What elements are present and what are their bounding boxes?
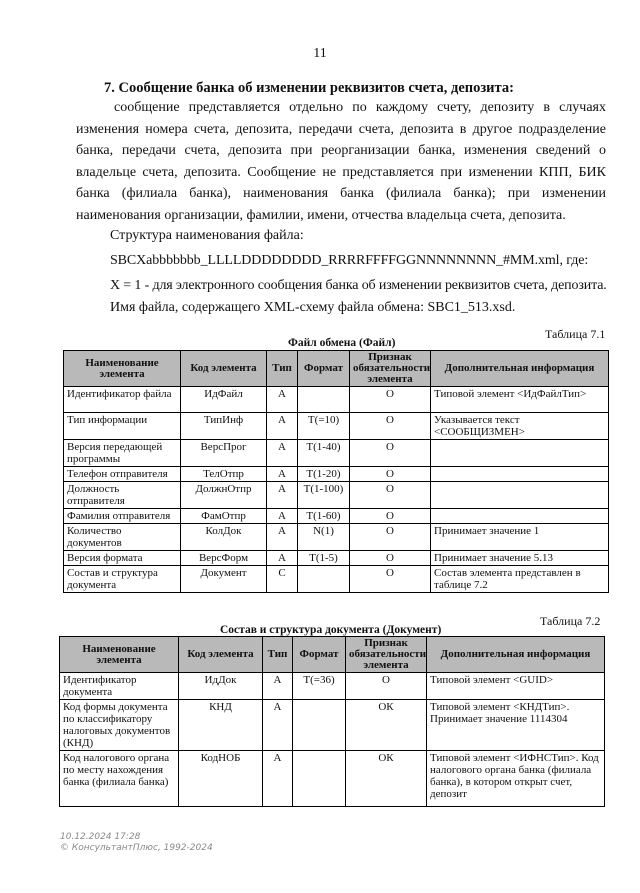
header-format: Формат — [293, 637, 346, 673]
cell-name: Количество документов — [64, 524, 181, 551]
cell-type: A — [267, 482, 298, 509]
cell-format — [298, 566, 350, 593]
cell-code: КолДок — [181, 524, 267, 551]
cell-name: Версия формата — [64, 551, 181, 566]
cell-format: T(1-60) — [298, 509, 350, 524]
cell-info — [431, 482, 609, 509]
cell-info: Типовой элемент <ИдФайлТип> — [431, 387, 609, 413]
cell-info: Указывается текст <СООБЩИЗМЕН> — [431, 413, 609, 440]
table1-number: Таблица 7.1 — [545, 327, 606, 341]
cell-mandatory: ОК — [346, 751, 427, 807]
table-row — [64, 440, 609, 467]
cell-type: A — [267, 440, 298, 467]
cell-info — [431, 440, 609, 467]
cell-code: ТелОтпр — [181, 467, 267, 482]
cell-format: T(=10) — [298, 413, 350, 440]
cell-info: Типовой элемент <GUID> — [427, 673, 605, 700]
file-name-pattern: SBCXabbbbbbb_LLLLDDDDDDDD_RRRRFFFFGGNNNNNNNN_#MM.xml, где: — [110, 253, 589, 268]
cell-format: T(1-100) — [298, 482, 350, 509]
cell-name: Код налогового органа по месту нахождения банка (филиала банка) — [60, 751, 179, 807]
cell-type: С — [267, 566, 298, 593]
cell-info: Типовой элемент <ИФНСТип>. Код налогового органа банка (филиала банка), в котором открыт счет, депозит — [427, 751, 605, 807]
table2-number: Таблица 7.2 — [540, 614, 601, 628]
table-row — [64, 509, 609, 524]
cell-type: A — [267, 509, 298, 524]
cell-name: Фамилия отправителя — [64, 509, 181, 524]
cell-mandatory: ОК — [346, 700, 427, 751]
cell-format: T(1-20) — [298, 467, 350, 482]
x-explanation: X = 1 - для электронного сообщения банка об изменении реквизитов счета, депозита. — [110, 278, 607, 293]
cell-mandatory: О — [350, 413, 431, 440]
table-row — [60, 751, 605, 807]
header-type: Тип — [263, 637, 293, 673]
schema-file-line: Имя файла, содержащего XML-схему файла обмена: SBC1_513.xsd. — [110, 300, 516, 315]
cell-type: A — [267, 467, 298, 482]
cell-code: ВерсПрог — [181, 440, 267, 467]
table1-title: Файл обмена (Файл) — [288, 337, 396, 349]
file-name-structure-label: Структура наименования файла: — [110, 228, 304, 243]
table-row — [64, 482, 609, 509]
cell-code: КодНОБ — [179, 751, 263, 807]
cell-type: A — [267, 413, 298, 440]
header-mandatory: Признак обязательности элемента — [350, 351, 431, 387]
cell-mandatory: О — [350, 551, 431, 566]
cell-name: Тип информации — [64, 413, 181, 440]
header-name: Наименование элемента — [60, 637, 179, 673]
header-info: Дополнительная информация — [431, 351, 609, 387]
cell-type: A — [263, 673, 293, 700]
footer-date: 10.12.2024 17:28 — [60, 832, 141, 842]
table-row — [64, 387, 609, 413]
table-row — [64, 413, 609, 440]
header-name: Наименование элемента — [64, 351, 181, 387]
cell-name: Код формы документа по классификатору налоговых документов (КНД) — [60, 700, 179, 751]
cell-type: A — [267, 387, 298, 413]
cell-mandatory: О — [350, 509, 431, 524]
cell-mandatory: О — [350, 387, 431, 413]
header-mandatory: Признак обязательности элемента — [346, 637, 427, 673]
cell-info — [431, 467, 609, 482]
cell-name: Версия передающей программы — [64, 440, 181, 467]
table-row — [64, 524, 609, 551]
cell-mandatory: О — [350, 467, 431, 482]
header-code: Код элемента — [181, 351, 267, 387]
table2-title: Состав и структура документа (Документ) — [220, 624, 442, 636]
table-row — [64, 467, 609, 482]
section-paragraph — [76, 97, 606, 227]
cell-type: A — [263, 751, 293, 807]
cell-format — [298, 387, 350, 413]
cell-code: ИдДок — [179, 673, 263, 700]
cell-format — [293, 751, 346, 807]
cell-mandatory: О — [350, 482, 431, 509]
cell-info: Состав элемента представлен в таблице 7.2 — [431, 566, 609, 593]
cell-format: T(1-40) — [298, 440, 350, 467]
cell-type: A — [263, 700, 293, 751]
page-number: 11 — [313, 46, 327, 61]
cell-type: A — [267, 524, 298, 551]
cell-code: Документ — [181, 566, 267, 593]
cell-info: Принимает значение 1 — [431, 524, 609, 551]
cell-format — [293, 700, 346, 751]
cell-code: ДолжнОтпр — [181, 482, 267, 509]
section-heading: 7. Сообщение банка об изменении реквизитов счета, депозита: — [104, 80, 514, 96]
cell-name: Должность отправителя — [64, 482, 181, 509]
header-type: Тип — [267, 351, 298, 387]
cell-format: T(=36) — [293, 673, 346, 700]
table-document-structure — [59, 636, 605, 807]
cell-code: ТипИнф — [181, 413, 267, 440]
cell-code: ИдФайл — [181, 387, 267, 413]
cell-mandatory: О — [350, 524, 431, 551]
cell-code: ВерсФорм — [181, 551, 267, 566]
header-info: Дополнительная информация — [427, 637, 605, 673]
cell-info: Типовой элемент <КНДТип>. Принимает значение 1114304 — [427, 700, 605, 751]
table-row — [64, 551, 609, 566]
cell-mandatory: О — [350, 566, 431, 593]
cell-name: Идентификатор документа — [60, 673, 179, 700]
cell-format: N(1) — [298, 524, 350, 551]
cell-format: T(1-5) — [298, 551, 350, 566]
cell-type: A — [267, 551, 298, 566]
cell-name: Телефон отправителя — [64, 467, 181, 482]
cell-mandatory: О — [350, 440, 431, 467]
table-file-exchange — [63, 350, 609, 593]
cell-info — [431, 509, 609, 524]
table-row — [60, 700, 605, 751]
table-row — [60, 673, 605, 700]
cell-name: Идентификатор файла — [64, 387, 181, 413]
table-row — [64, 566, 609, 593]
cell-code: ФамОтпр — [181, 509, 267, 524]
header-format: Формат — [298, 351, 350, 387]
section-paragraph-text: сообщение представляется отдельно по каждому счету, депозиту в случаях изменения номера счета, депозита, передачи счета, депозита в другое подразделение банка, передачи счета, депозита при реорганизации банка, изменения сведений о владельце счета, депозита. Сообщение не представляется при изменении КПП, БИК банка (филиала банка), наименования банка (филиала банка); при изменении наименования организации, фамилии, имени, отчества владельца счета, депозита. — [76, 100, 606, 223]
cell-name: Состав и структура документа — [64, 566, 181, 593]
cell-info: Принимает значение 5.13 — [431, 551, 609, 566]
cell-mandatory: О — [346, 673, 427, 700]
header-code: Код элемента — [179, 637, 263, 673]
footer-source: © КонсультантПлюс, 1992-2024 — [60, 843, 213, 853]
cell-code: КНД — [179, 700, 263, 751]
